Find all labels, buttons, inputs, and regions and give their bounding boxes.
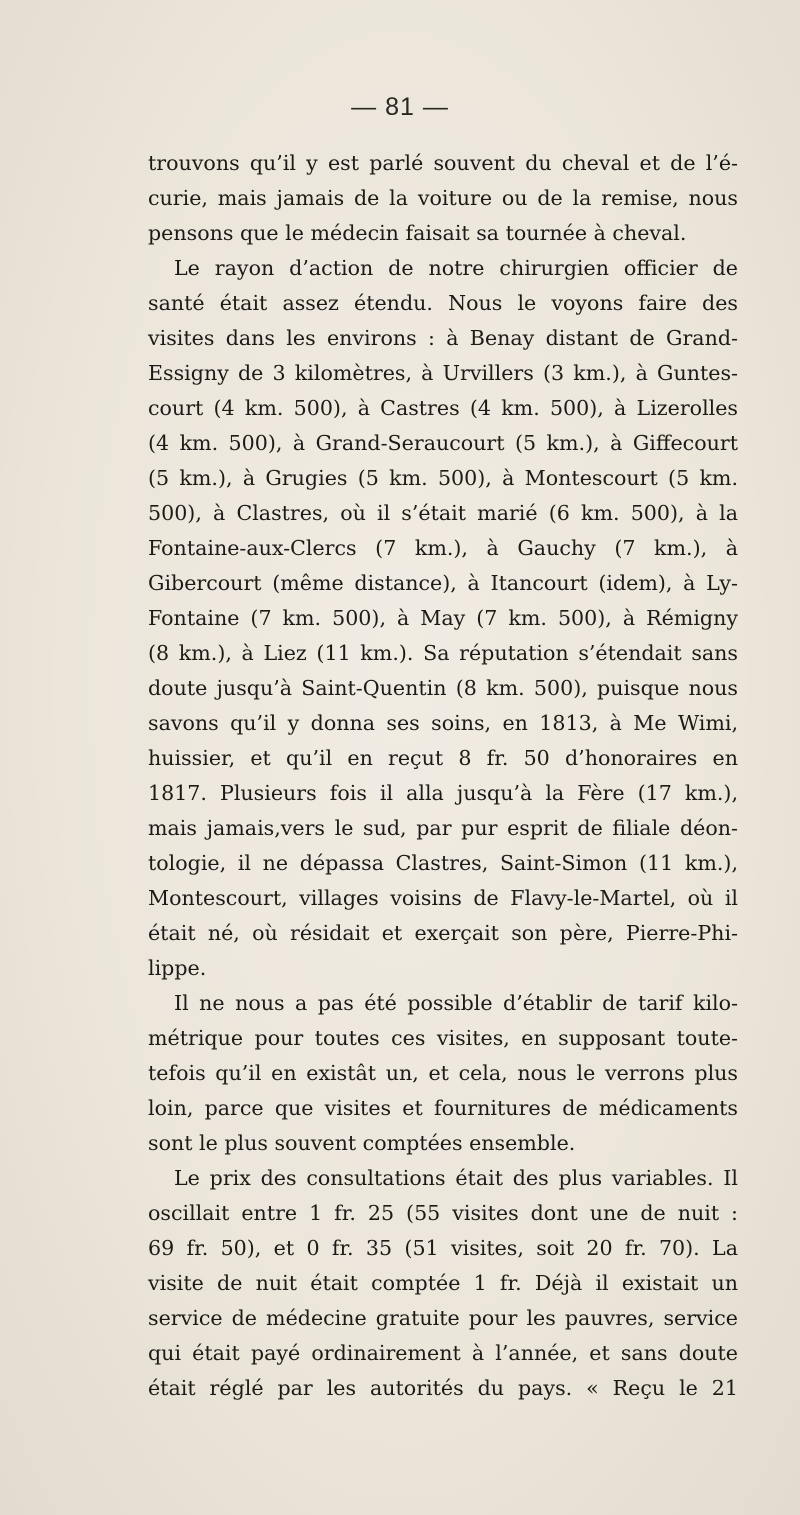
text-line: santé était assez étendu. Nous le voyons faire des [148,291,738,315]
text-line: Il ne nous a pas été possible d’établir de tarif kilo- [174,991,738,1015]
text-line: Fontaine (7 km. 500), à May (7 km. 500), à Rémigny [148,606,738,630]
text-line: visite de nuit était comptée 1 fr. Déjà il existait un [148,1271,738,1295]
text-line: trouvons qu’il y est parlé souvent du cheval et de l’é- [148,151,738,175]
text-line: visites dans les environs : à Benay distant de Grand- [148,326,738,350]
text-line: métrique pour toutes ces visites, en supposant toute- [148,1026,738,1050]
text-line: service de médecine gratuite pour les pauvres, service [148,1306,738,1330]
text-line: pensons que le médecin faisait sa tournée à cheval. [148,221,687,245]
text-line: sont le plus souvent comptées ensemble. [148,1131,576,1155]
text-line: 69 fr. 50), et 0 fr. 35 (51 visites, soit 20 fr. 70). La [148,1236,738,1260]
text-line: Gibercourt (même distance), à Itancourt (idem), à Ly- [148,571,738,595]
text-line: savons qu’il y donna ses soins, en 1813, à Me Wimi, [148,711,738,735]
text-line: Le rayon d’action de notre chirurgien officier de [174,256,738,280]
text-line: oscillait entre 1 fr. 25 (55 visites dont une de nuit : [148,1201,738,1225]
text-line: Montescourt, villages voisins de Flavy-le-Martel, où il [148,886,738,910]
text-line: huissier, et qu’il en reçut 8 fr. 50 d’honoraires en [148,746,738,770]
text-line: était né, où résidait et exerçait son père, Pierre-Phi- [148,921,738,945]
text-line: Le prix des consultations était des plus variables. Il [174,1166,738,1190]
text-line: (4 km. 500), à Grand-Seraucourt (5 km.), à Giffecourt [148,431,738,455]
text-line: Fontaine-aux-Clercs (7 km.), à Gauchy (7 km.), à [148,536,738,560]
text-line: court (4 km. 500), à Castres (4 km. 500), à Lizerolles [148,396,738,420]
text-line: mais jamais,vers le sud, par pur esprit de filiale déon- [148,816,738,840]
text-line: (8 km.), à Liez (11 km.). Sa réputation s’étendait sans [148,641,738,665]
text-line: était réglé par les autorités du pays. « Reçu le 21 [148,1376,738,1400]
text-line: 1817. Plusieurs fois il alla jusqu’à la Fère (17 km.), [148,781,738,805]
text-line: lippe. [148,956,207,980]
page-number: — 81 — [351,93,449,121]
text-line: doute jusqu’à Saint-Quentin (8 km. 500), puisque nous [148,676,738,700]
text-line: qui était payé ordinairement à l’année, et sans doute [148,1341,738,1365]
text-line: (5 km.), à Grugies (5 km. 500), à Montescourt (5 km. [148,466,738,490]
text-line: 500), à Clastres, où il s’était marié (6 km. 500), à la [148,501,738,525]
text-line: tefois qu’il en existât un, et cela, nous le verrons plus [148,1061,738,1085]
text-line: Essigny de 3 kilomètres, à Urvillers (3 km.), à Guntes- [148,361,738,385]
text-line: tologie, il ne dépassa Clastres, Saint-Simon (11 km.), [148,851,738,875]
text-line: curie, mais jamais de la voiture ou de la remise, nous [148,186,738,210]
text-line: loin, parce que visites et fournitures de médicaments [148,1096,738,1120]
